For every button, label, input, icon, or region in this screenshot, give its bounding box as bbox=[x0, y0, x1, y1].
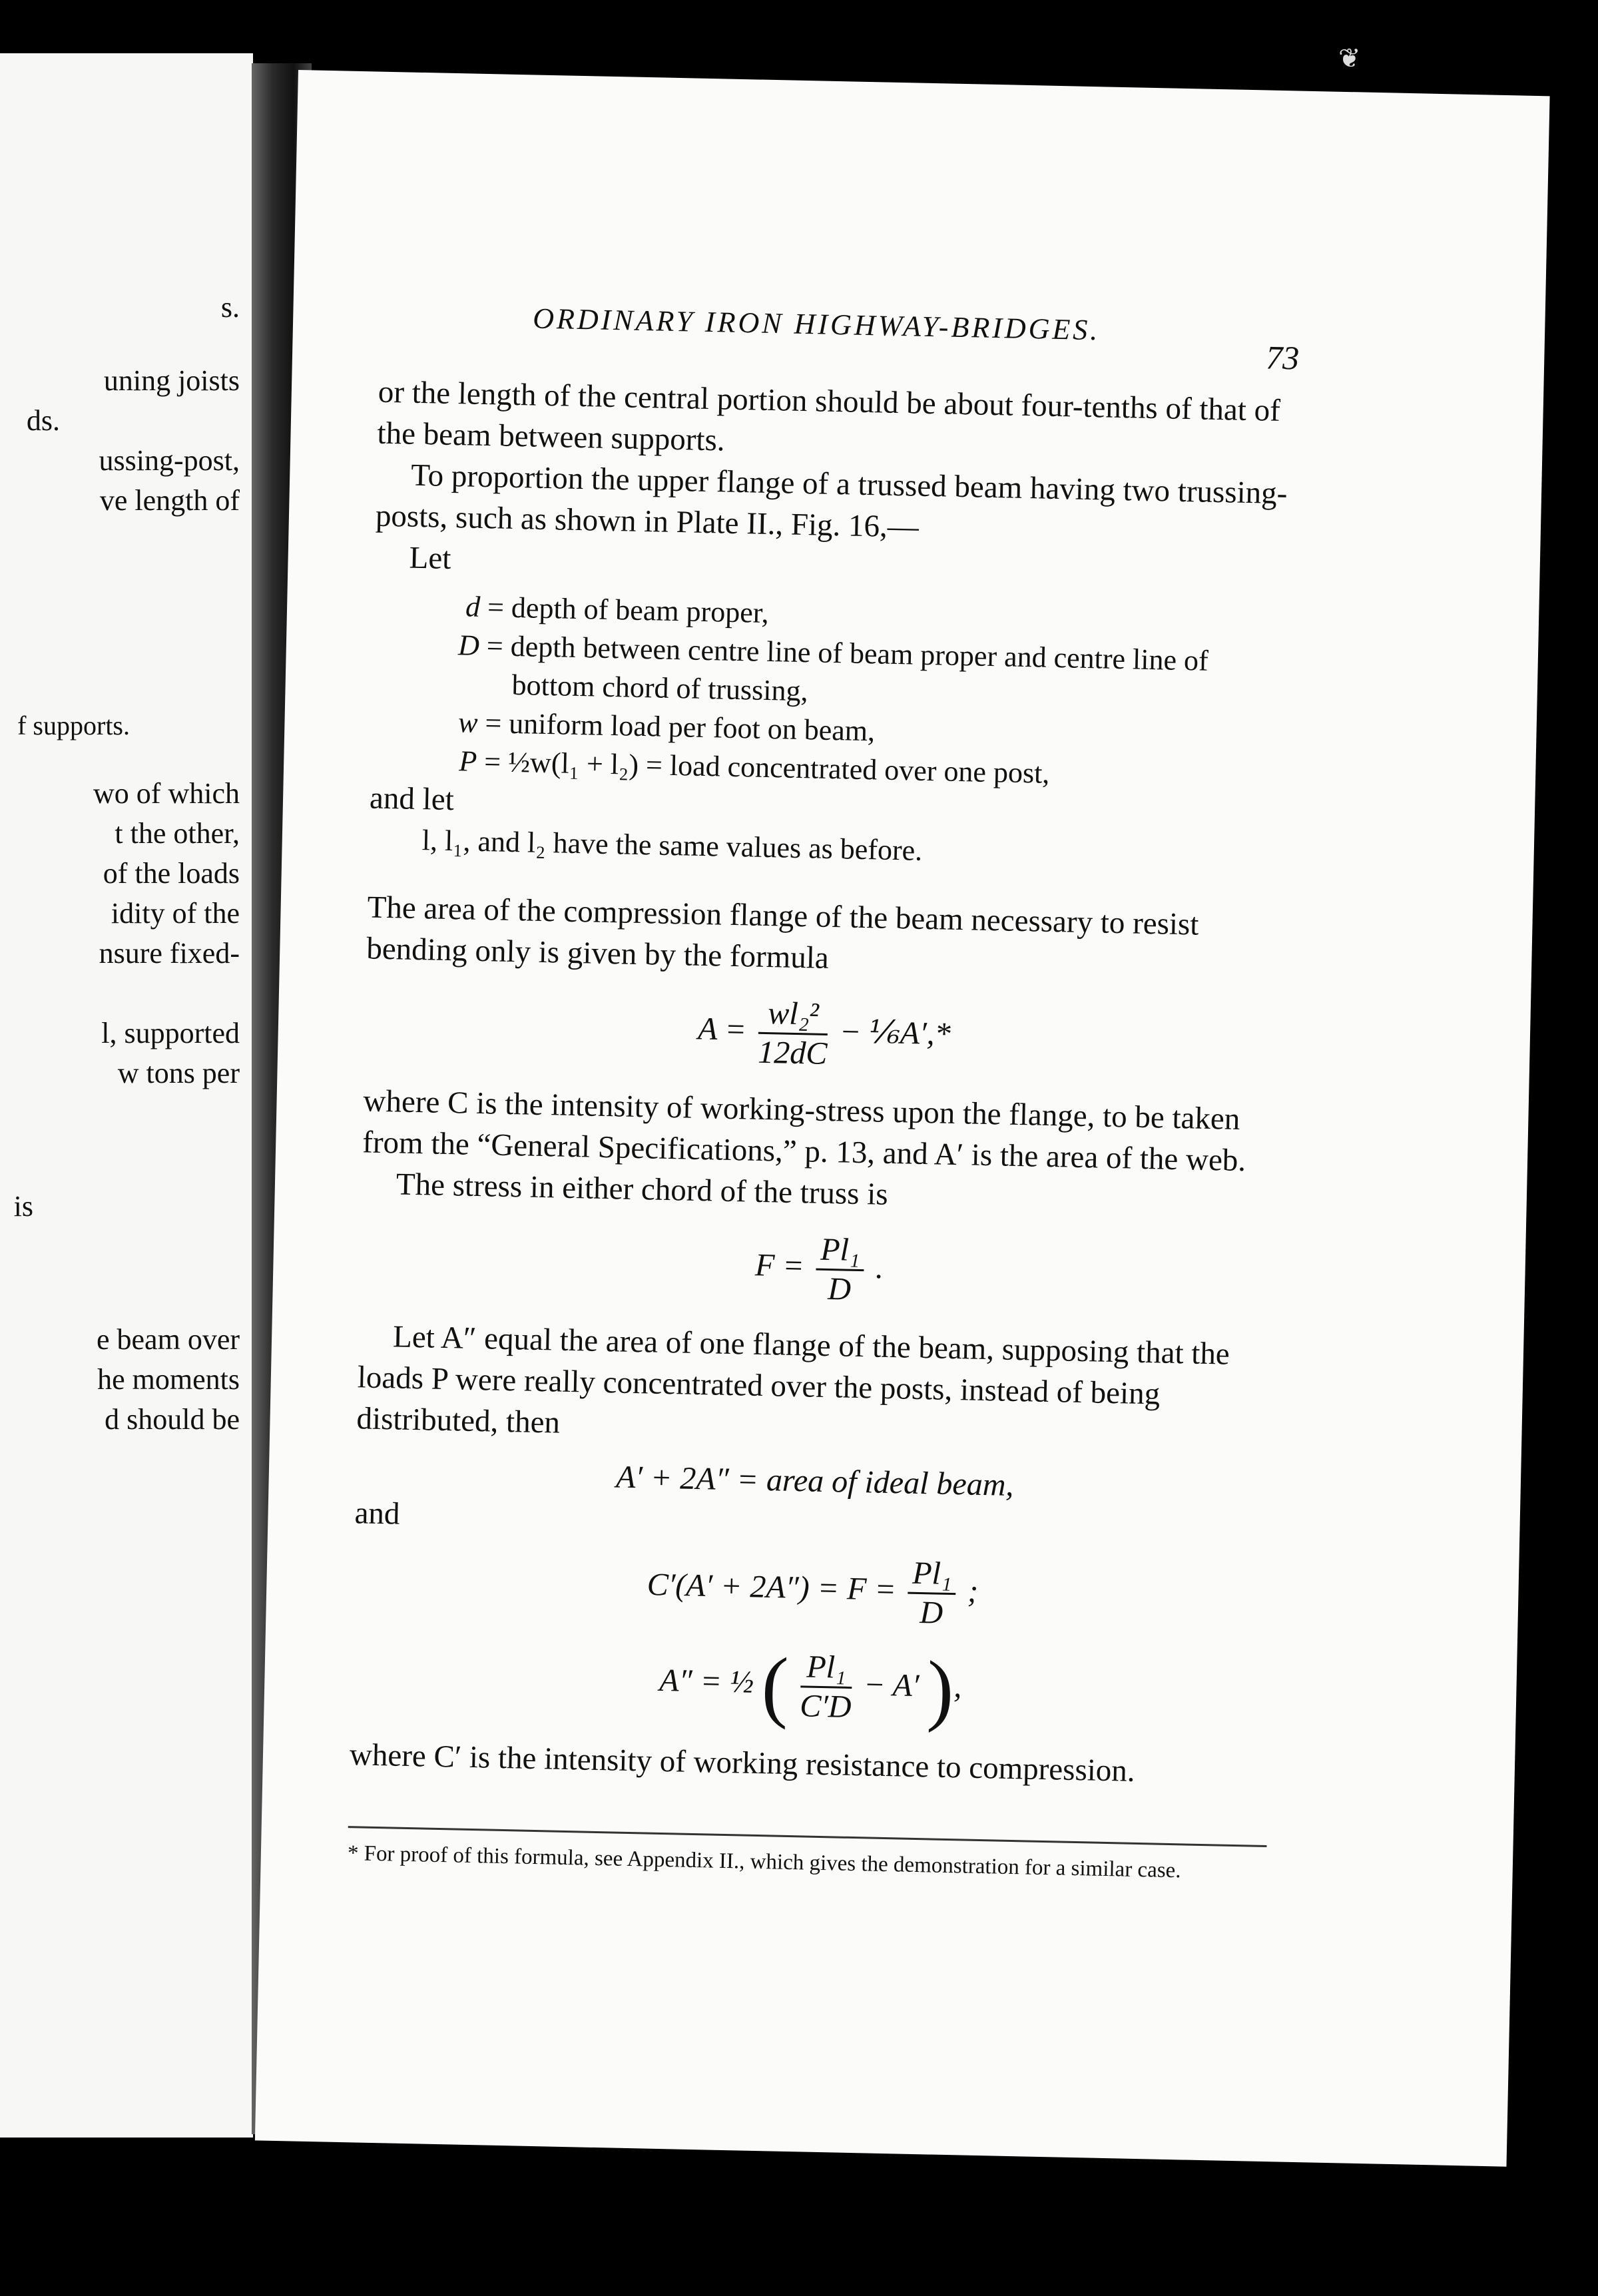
left-fragment: s. bbox=[220, 291, 240, 324]
paragraph: where C′ is the intensity of working resistance to compression. bbox=[349, 1737, 1136, 1789]
fraction-denominator: 12dC bbox=[757, 1034, 828, 1071]
left-fragment: e beam over bbox=[97, 1323, 240, 1356]
equation-lhs: A = bbox=[697, 1011, 747, 1047]
equation-stress bbox=[359, 1221, 1279, 1317]
let-label: Let bbox=[409, 540, 451, 576]
left-fragment: of the loads bbox=[103, 857, 240, 890]
and-let-label: and let bbox=[369, 780, 455, 818]
definition-text: bottom chord of trussing, bbox=[511, 668, 809, 708]
fraction-numerator: Pl₁ bbox=[800, 1648, 852, 1689]
paragraph: Let A″ equal the area of one flange of the beam, supposing that the loads P were really concentrated over the posts, instead of being distributed, then bbox=[356, 1319, 1230, 1440]
left-fragment: idity of the bbox=[111, 897, 240, 930]
left-fragment: wo of which bbox=[93, 777, 240, 810]
definition-list bbox=[423, 585, 1293, 796]
fraction-denominator: D bbox=[827, 1271, 852, 1307]
left-fragment: nsure fixed- bbox=[99, 937, 240, 970]
left-fragment: ussing-post, bbox=[99, 444, 240, 477]
right-page bbox=[255, 70, 1550, 2167]
fraction bbox=[758, 995, 828, 1073]
page-number: 73 bbox=[1265, 338, 1300, 377]
paragraph: The area of the compression flange of the beam necessary to resist bending only is given by the formula bbox=[366, 890, 1199, 976]
fraction bbox=[815, 1231, 864, 1308]
fraction bbox=[800, 1648, 853, 1726]
equation-tail: − A′ bbox=[863, 1667, 920, 1704]
equation-flange-area: A″ = ½ ( $\frac{\text{Pl₁}}{C'D}$ − A′ ), bbox=[659, 1641, 963, 1734]
footnote: * For proof of this formula, see Appendix II., which gives the demonstration for a similar case. bbox=[347, 1841, 1181, 1883]
equation-tail: − ⅙A′,* bbox=[839, 1013, 951, 1052]
definition-symbol: d bbox=[465, 590, 481, 623]
equation-compression bbox=[352, 1543, 1272, 1639]
ornament-icon: ❦ bbox=[1338, 43, 1361, 73]
running-title: ORDINARY IRON HIGHWAY-BRIDGES. bbox=[532, 302, 1101, 347]
left-fragment: ve length of bbox=[99, 484, 240, 517]
paragraph: or the length of the central portion should be about four-tenths of that of the beam between supports. bbox=[377, 374, 1281, 458]
fraction bbox=[907, 1555, 956, 1632]
paragraph: where C is the intensity of working-stress upon the flange, to be taken from the “General Specifications,” p. 13, and A′ is the area of the web. bbox=[362, 1083, 1246, 1179]
definition-symbol: w bbox=[457, 706, 479, 739]
equation-tail: . bbox=[875, 1250, 884, 1286]
definition-symbol: D bbox=[457, 629, 480, 662]
definition-text: = depth between centre line of beam proper and centre line of bbox=[486, 629, 1209, 677]
fraction-numerator: Pl₁ bbox=[816, 1231, 865, 1271]
equation-lhs: F = bbox=[754, 1247, 805, 1284]
left-fragment: uning joists bbox=[103, 364, 240, 397]
definition-symbol: P bbox=[458, 744, 477, 778]
left-fragment: he moments bbox=[97, 1363, 240, 1396]
definition-text: = depth of beam proper, bbox=[487, 591, 770, 629]
fraction-denominator: D bbox=[919, 1595, 943, 1631]
fraction-denominator: C′D bbox=[799, 1687, 852, 1725]
fraction-numerator: Pl₁ bbox=[908, 1555, 957, 1595]
left-fragment: ds. bbox=[26, 404, 60, 437]
left-page bbox=[0, 53, 253, 2138]
equation-lhs: A″ = ½ bbox=[659, 1662, 754, 1700]
right-paren-icon: ) bbox=[926, 1644, 955, 1734]
and-label: and bbox=[354, 1496, 401, 1532]
definition-text: = ½w(l₁ + l₂) = load concentrated over one post, bbox=[483, 745, 1050, 790]
paragraph: To proportion the upper flange of a trussed beam having two trussing-posts, such as shown in Plate II., Fig. 16,— bbox=[375, 457, 1288, 545]
equation-area bbox=[364, 986, 1284, 1082]
left-fragment: w tons per bbox=[117, 1057, 240, 1089]
paragraph: The stress in either chord of the truss is bbox=[396, 1167, 889, 1212]
equation-text: A′ + 2A″ = area of ideal beam, bbox=[615, 1459, 1014, 1503]
left-fragment: d should be bbox=[105, 1403, 240, 1436]
equation-tail: ; bbox=[967, 1574, 979, 1609]
left-fragment: l, supported bbox=[101, 1017, 240, 1049]
left-fragment: t the other, bbox=[115, 817, 240, 850]
same-values-line: l, l₁, and l₂ have the same values as before. bbox=[421, 824, 923, 867]
left-fragment: f supports. bbox=[17, 711, 130, 740]
left-paren-icon: ( bbox=[760, 1641, 790, 1730]
page-body bbox=[349, 372, 1297, 1795]
fraction-numerator: wl₂² bbox=[758, 995, 828, 1035]
equation-lhs: C′(A′ + 2A″) = F = bbox=[647, 1566, 897, 1607]
definition-text: = uniform load per foot on beam, bbox=[485, 707, 876, 748]
left-fragment: is bbox=[13, 1190, 33, 1223]
